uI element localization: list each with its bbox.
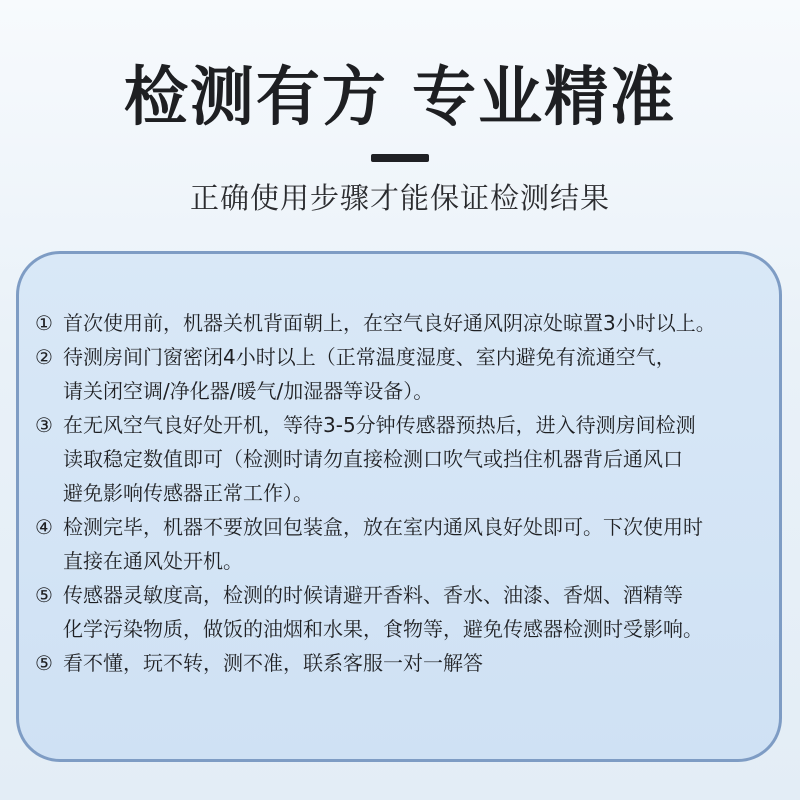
step-marker: ④	[35, 515, 53, 539]
step-text: 看不懂，玩不转，测不准，联系客服一对一解答	[63, 651, 483, 675]
step-6	[35, 646, 775, 680]
step-text: 首次使用前，机器关机背面朝上，在空气良好通风阴凉处晾置3小时以上。	[63, 311, 716, 335]
step-text: 待测房间门窗密闭4小时以上（正常温度湿度、室内避免有流通空气，	[63, 345, 676, 369]
page-title: 检测有方 专业精准	[123, 61, 677, 135]
step-3	[35, 408, 775, 442]
step-3-continued: 避免影响传感器正常工作）。	[63, 481, 313, 505]
step-marker: ③	[35, 413, 53, 437]
step-marker: ②	[35, 345, 53, 369]
step-4	[35, 510, 775, 544]
instruction-steps	[35, 306, 775, 680]
step-2-continued: 请关闭空调/净化器/暖气/加湿器等设备）。	[63, 379, 434, 403]
title-divider	[371, 154, 429, 162]
step-marker: ①	[35, 311, 53, 335]
step-2	[35, 340, 775, 374]
page-subtitle: 正确使用步骤才能保证检测结果	[189, 181, 610, 215]
step-marker: ⑤	[35, 651, 53, 675]
step-text: 传感器灵敏度高，检测的时候请避开香料、香水、油漆、香烟、酒精等	[63, 583, 683, 607]
step-1	[35, 306, 775, 340]
step-text: 在无风空气良好处开机，等待3-5分钟传感器预热后，进入待测房间检测	[63, 413, 696, 437]
step-4-continued: 直接在通风处开机。	[63, 549, 243, 573]
step-5-continued: 化学污染物质，做饭的油烟和水果，食物等，避免传感器检测时受影响。	[63, 617, 703, 641]
step-text: 检测完毕，机器不要放回包装盒，放在室内通风良好处即可。下次使用时	[63, 515, 703, 539]
step-5	[35, 578, 775, 612]
step-3-continued: 读取稳定数值即可（检测时请勿直接检测口吹气或挡住机器背后通风口	[63, 447, 683, 471]
step-marker: ⑤	[35, 583, 53, 607]
